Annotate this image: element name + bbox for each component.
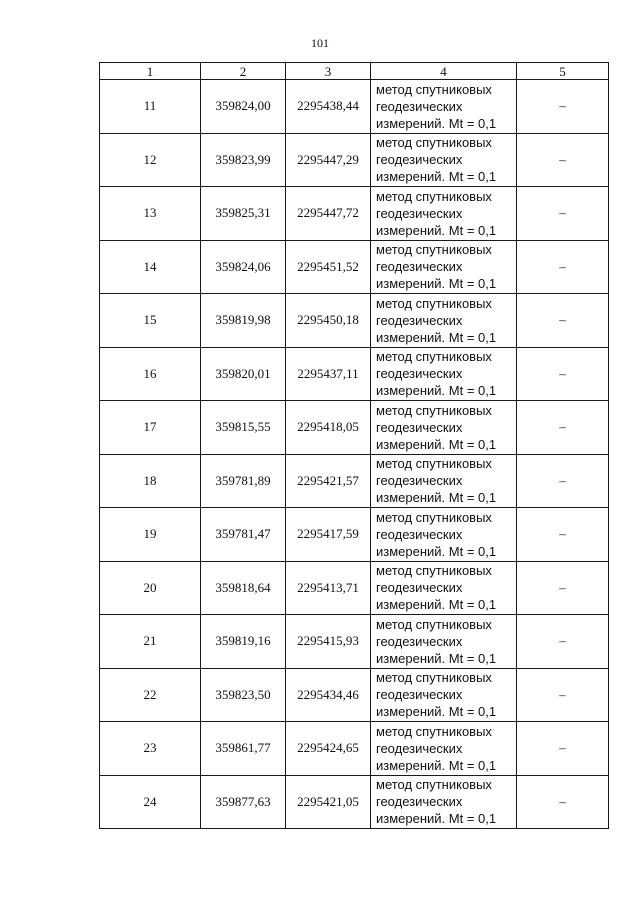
point-number-cell: 23 [100, 722, 201, 776]
method-text-line: геодезических [376, 205, 463, 221]
y-coordinate-cell: 2295418,05 [286, 401, 371, 455]
method-cell [371, 347, 517, 401]
y-coordinate-cell: 2295424,65 [286, 722, 371, 776]
point-number-cell: 24 [100, 775, 201, 829]
x-coordinate-cell: 359861,77 [201, 722, 286, 776]
column-header-2: 2 [201, 63, 286, 80]
method-text-line: метод спутниковых [376, 670, 492, 686]
method-text-line: измерений. Mt = 0,1 [376, 276, 497, 292]
method-text-line: геодезических [376, 259, 463, 275]
method-text-line: измерений. Mt = 0,1 [376, 436, 497, 452]
method-text-line: метод спутниковых [376, 295, 492, 311]
method-text-line: метод спутниковых [376, 135, 492, 151]
y-coordinate-cell: 2295413,71 [286, 561, 371, 615]
y-coordinate-cell: 2295447,72 [286, 187, 371, 241]
table-row [100, 454, 609, 508]
table-row [100, 187, 609, 241]
method-cell [371, 401, 517, 455]
point-number-cell: 22 [100, 668, 201, 722]
y-coordinate-cell: 2295421,05 [286, 775, 371, 829]
method-cell [371, 668, 517, 722]
coordinates-table [99, 62, 609, 829]
x-coordinate-cell: 359781,47 [201, 508, 286, 562]
method-cell [371, 294, 517, 348]
method-cell [371, 454, 517, 508]
method-text-line: геодезических [376, 633, 463, 649]
column-5-cell: – [517, 133, 609, 187]
table-row [100, 133, 609, 187]
method-text-line: измерений. Mt = 0,1 [376, 115, 497, 131]
y-coordinate-cell: 2295447,29 [286, 133, 371, 187]
point-number-cell: 15 [100, 294, 201, 348]
point-number-cell: 17 [100, 401, 201, 455]
method-text-line: метод спутниковых [376, 81, 492, 97]
method-text-line: метод спутниковых [376, 242, 492, 258]
header-row [100, 63, 609, 80]
method-text-line: метод спутниковых [376, 723, 492, 739]
method-cell [371, 775, 517, 829]
x-coordinate-cell: 359824,06 [201, 240, 286, 294]
method-text-line: геодезических [376, 794, 463, 810]
method-text-line: метод спутниковых [376, 349, 492, 365]
x-coordinate-cell: 359877,63 [201, 775, 286, 829]
method-cell [371, 615, 517, 669]
column-5-cell: – [517, 722, 609, 776]
point-number-cell: 18 [100, 454, 201, 508]
x-coordinate-cell: 359819,16 [201, 615, 286, 669]
method-text-line: метод спутниковых [376, 563, 492, 579]
method-text-line: метод спутниковых [376, 456, 492, 472]
column-5-cell: – [517, 668, 609, 722]
y-coordinate-cell: 2295438,44 [286, 80, 371, 134]
method-text-line: метод спутниковых [376, 402, 492, 418]
column-5-cell: – [517, 80, 609, 134]
table-row [100, 240, 609, 294]
column-5-cell: – [517, 615, 609, 669]
point-number-cell: 14 [100, 240, 201, 294]
column-header-3: 3 [286, 63, 371, 80]
table-row [100, 722, 609, 776]
method-text-line: геодезических [376, 366, 463, 382]
point-number-cell: 19 [100, 508, 201, 562]
method-text-line: геодезических [376, 687, 463, 703]
method-text-line: геодезических [376, 312, 463, 328]
column-header-1: 1 [100, 63, 201, 80]
x-coordinate-cell: 359820,01 [201, 347, 286, 401]
page-number: 101 [311, 36, 329, 50]
y-coordinate-cell: 2295450,18 [286, 294, 371, 348]
y-coordinate-cell: 2295451,52 [286, 240, 371, 294]
point-number-cell: 11 [100, 80, 201, 134]
method-text-line: геодезических [376, 473, 463, 489]
method-text-line: измерений. Mt = 0,1 [376, 329, 497, 345]
y-coordinate-cell: 2295421,57 [286, 454, 371, 508]
y-coordinate-cell: 2295415,93 [286, 615, 371, 669]
method-text-line: измерений. Mt = 0,1 [376, 704, 497, 720]
method-cell [371, 722, 517, 776]
method-cell [371, 240, 517, 294]
point-number-cell: 21 [100, 615, 201, 669]
y-coordinate-cell: 2295417,59 [286, 508, 371, 562]
method-text-line: геодезических [376, 580, 463, 596]
method-cell [371, 508, 517, 562]
y-coordinate-cell: 2295437,11 [286, 347, 371, 401]
point-number-cell: 16 [100, 347, 201, 401]
method-cell [371, 187, 517, 241]
x-coordinate-cell: 359781,89 [201, 454, 286, 508]
column-5-cell: – [517, 240, 609, 294]
method-cell [371, 80, 517, 134]
column-5-cell: – [517, 187, 609, 241]
method-text-line: измерений. Mt = 0,1 [376, 811, 497, 827]
point-number-cell: 12 [100, 133, 201, 187]
method-text-line: геодезических [376, 740, 463, 756]
point-number-cell: 13 [100, 187, 201, 241]
column-5-cell: – [517, 561, 609, 615]
method-text-line: измерений. Mt = 0,1 [376, 650, 497, 666]
method-cell [371, 133, 517, 187]
method-text-line: геодезических [376, 98, 463, 114]
x-coordinate-cell: 359823,99 [201, 133, 286, 187]
column-5-cell: – [517, 294, 609, 348]
x-coordinate-cell: 359815,55 [201, 401, 286, 455]
table-row [100, 347, 609, 401]
method-text-line: геодезических [376, 152, 463, 168]
method-cell [371, 561, 517, 615]
column-5-cell: – [517, 775, 609, 829]
column-header-4: 4 [371, 63, 517, 80]
point-number-cell: 20 [100, 561, 201, 615]
table-row [100, 80, 609, 134]
table-row [100, 508, 609, 562]
method-text-line: метод спутниковых [376, 188, 492, 204]
x-coordinate-cell: 359824,00 [201, 80, 286, 134]
x-coordinate-cell: 359819,98 [201, 294, 286, 348]
y-coordinate-cell: 2295434,46 [286, 668, 371, 722]
column-header-5: 5 [517, 63, 609, 80]
method-text-line: измерений. Mt = 0,1 [376, 543, 497, 559]
method-text-line: геодезических [376, 526, 463, 542]
table-row [100, 294, 609, 348]
table-row [100, 668, 609, 722]
table-row [100, 561, 609, 615]
method-text-line: измерений. Mt = 0,1 [376, 222, 497, 238]
method-text-line: измерений. Mt = 0,1 [376, 597, 497, 613]
x-coordinate-cell: 359818,64 [201, 561, 286, 615]
method-text-line: геодезических [376, 419, 463, 435]
table-row [100, 615, 609, 669]
method-text-line: измерений. Mt = 0,1 [376, 757, 497, 773]
method-text-line: измерений. Mt = 0,1 [376, 383, 497, 399]
method-text-line: метод спутниковых [376, 616, 492, 632]
method-text-line: измерений. Mt = 0,1 [376, 169, 497, 185]
column-5-cell: – [517, 401, 609, 455]
column-5-cell: – [517, 508, 609, 562]
method-text-line: метод спутниковых [376, 777, 492, 793]
method-text-line: метод спутниковых [376, 509, 492, 525]
table-row [100, 401, 609, 455]
x-coordinate-cell: 359823,50 [201, 668, 286, 722]
table-row [100, 775, 609, 829]
column-5-cell: – [517, 454, 609, 508]
method-text-line: измерений. Mt = 0,1 [376, 490, 497, 506]
column-5-cell: – [517, 347, 609, 401]
x-coordinate-cell: 359825,31 [201, 187, 286, 241]
